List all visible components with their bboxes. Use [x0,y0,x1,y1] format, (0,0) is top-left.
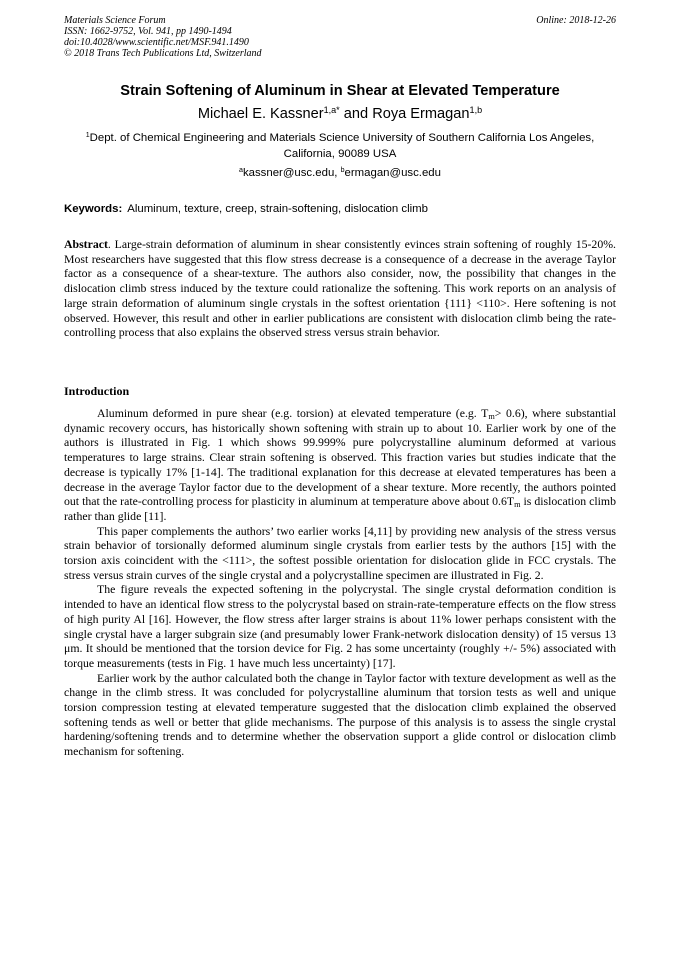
paper-title: Strain Softening of Aluminum in Shear at Elevated Temperature [120,83,560,99]
introduction-body [64,406,616,759]
abstract-text: . Large-strain deformation of aluminum in shear consistently evinces strain softening of roughly 15-20%. Most researchers have suggested that this flow stress decrease is a consequence of a decrease in the average Taylor factor as a consequence of a shear-texture. The authors also consider, now, the possibility that changes in the dislocation climb stress induced by the texture could rationalize the softening. This work reports on an analysis of large strain deformation of aluminum single crystals in the softest orientation {111} <110>. Here softening is not observed. However, this result and other in earlier publications are consistent with dislocation climb being the rate-controlling process that also explains the observed stress versus strain behavior. [64,237,616,340]
intro-paragraph-3: The figure reveals the expected softening in the polycrystal. The single crystal deformation condition is intended to have an identical flow stress to the polycrystal based on strain-rate-temperature effects on the flow stress of high purity Al [16]. However, the flow stress after larger strains is about 11% lower perhaps consistent with the single crystal have a larger subgrain size (and presumably lower Frank-network dislocation density) of 15 versus 13 μm. It should be mentioned that the torsion device for Fig. 2 has some uncertainty (roughly +/- 5%) associated with torque measurements (tests in Fig. 1 have much less uncertainty) [17]. [64,582,616,670]
affiliation-text: Dept. of Chemical Engineering and Materials Science University of Southern California Los Angeles, California, 90089 USA [89,132,595,160]
affiliation-mark: 1 [85,132,90,140]
author-ermagan-affil: 1,b [469,105,483,116]
introduction-heading: Introduction [64,384,130,398]
abstract-label: Abstract [64,237,108,251]
keywords-text: Aluminum, texture, creep, strain-softening, dislocation climb [127,203,428,215]
copyright-line: © 2018 Trans Tech Publications Ltd, Switzerland [64,48,262,59]
author-line [64,104,616,124]
email-kassner[interactable]: kassner@usc.edu, [242,167,341,179]
issn-line: ISSN: 1662-9752, Vol. 941, pp 1490-1494 [64,26,232,37]
intro-paragraph-2: This paper complements the authors’ two earlier works [4,11] by providing new analysis of the stress versus strain behavior of torsionally deformed aluminum single crystals from earlier tests by the authors [15] with the torsion axis coincident with the <111>, the softest possible orientation for dislocation glide in FCC crystals. The stress versus strain curves of the single crystal and a polycrystalline specimen are illustrated in Fig. 2. [64,523,616,582]
email-ermagan[interactable]: ermagan@usc.edu [344,167,441,179]
journal-name: Materials Science Forum [64,15,166,26]
keywords-label: Keywords: [64,203,123,215]
running-header [64,15,616,59]
author-kassner-affil: 1,a* [323,105,340,116]
intro-paragraph-4: Earlier work by the author calculated both the change in Taylor factor with texture development as well as the change in the climb stress. It was concluded for polycrystalline aluminum that torsion tests as well and unique torsion compression testing at elevated temperature suggested that the dislocation climb explained the observed softening tends as well or better that glide mechanisms. The purpose of this analysis is to assess the single crystal hardening/softening trends and to determine whether the observation support a glide control or dislocation climb mechanism for softening. [64,670,616,759]
intro-paragraph-1: Aluminum deformed in pure shear (e.g. torsion) at elevated temperature (e.g. $T_m> 0.6$), where substantial dynamic recovery occurs, has historically shown softening with strain up to about 10. Earlier work by one of the authors is illustrated in Fig. 1 which shows 99.999% pure polycrystalline aluminum deformed at various temperatures to large strains. Clear strain softening is observed. This fraction varies but studies indicate that the decrease is typically 17% [1-14]. The traditional explanation for this decrease at elevated temperatures has been a decrease in the average Taylor factor due to the development of a shear texture. More recently, the authors pointed out that the rate-controlling process for plasticity in aluminum at temperature above about $0.6T_m$ is dislocation climb rather than glide [11]. [64,406,617,523]
email-b-mark: b [340,167,345,175]
email-a-mark: a [239,167,243,175]
doi-line: doi:10.4028/www.scientific.net/MSF.941.1490 [64,37,249,48]
affiliation [74,130,606,162]
author-ermagan: Roya Ermagan [372,106,470,122]
author-kassner: Michael E. Kassner [197,106,324,122]
abstract [64,237,616,340]
email-line [64,166,616,181]
author-and: and [339,106,373,122]
online-date: Online: 2018-12-26 [536,15,616,26]
keywords [64,202,616,217]
